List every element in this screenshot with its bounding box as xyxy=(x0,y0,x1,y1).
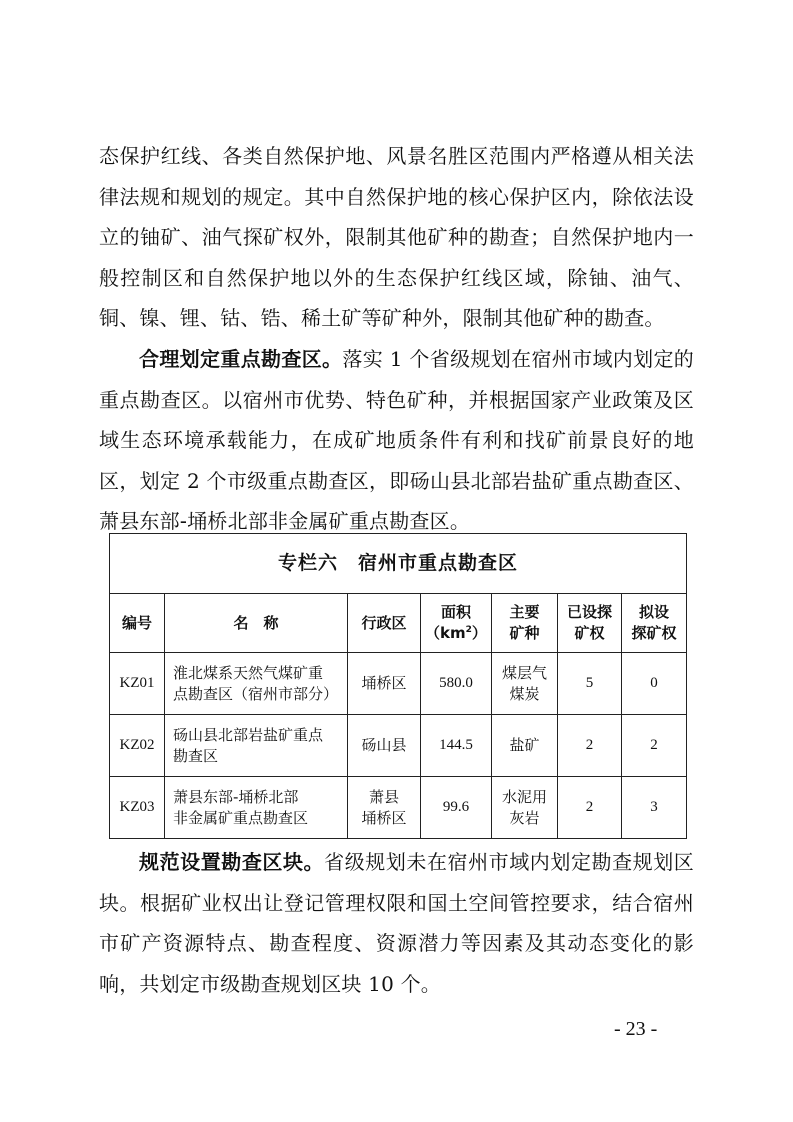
paragraph-text: 省级规划未在宿州市域内划定勘查规划区块。根据矿业权出让登记管理权限和国土空间管控要求，结合宿州市矿产资源特点、勘查程度、资源潜力等因素及其动态变化的影响，共划定市级勘查规划区块 xyxy=(99,850,694,996)
header-area-unit-close: ） xyxy=(471,624,487,642)
cell-id: KZ02 xyxy=(110,715,165,777)
cell-name-line2: 勘查区 xyxy=(173,746,219,765)
cell-name-line1: 淮北煤系天然气煤矿重 xyxy=(173,663,324,682)
cell-name-line1: 萧县东部-埇桥北部 xyxy=(173,787,299,806)
cell-name xyxy=(165,715,348,777)
paragraph-text: 落实 xyxy=(342,347,384,371)
header-mineral-line1: 主要 xyxy=(509,603,540,621)
header-area xyxy=(421,594,492,653)
header-planned-line1: 拟设 xyxy=(639,603,670,621)
paragraph-ecological-restriction xyxy=(99,136,694,339)
cell-mineral-line2: 煤炭 xyxy=(509,684,540,703)
cell-id: KZ01 xyxy=(110,653,165,715)
page-number: - 23 - xyxy=(614,1018,658,1040)
header-area-label: 面积 xyxy=(440,603,471,621)
cell-area: 99.6 xyxy=(421,777,492,839)
cell-planned: 3 xyxy=(622,777,687,839)
table-header-row xyxy=(110,594,687,653)
header-existing-rights xyxy=(558,594,622,653)
cell-existing: 2 xyxy=(558,715,622,777)
number-value: 2 xyxy=(186,468,200,493)
header-existing-line2: 矿权 xyxy=(574,624,605,642)
cell-name-line2: 点勘查区（宿州市部分） xyxy=(173,684,339,703)
cell-district: 砀山县 xyxy=(348,715,421,777)
paragraph-lead-heading: 合理划定重点勘查区。 xyxy=(139,347,343,371)
paragraph-text: 个省级规划在宿州市域内划定的重点勘查区。以宿州市优势、特色矿种，并根据国家产业政策及区域生态环境承载能力，在成矿地质条件有利和找矿前景良好的地区，划定 xyxy=(99,347,695,493)
cell-name xyxy=(165,777,348,839)
paragraph-lead-heading: 规范设置勘查区块。 xyxy=(139,850,325,874)
cell-district-line1: 萧县 xyxy=(368,787,399,806)
cell-mineral-line1: 水泥用 xyxy=(501,787,547,806)
number-value: 1 xyxy=(389,347,403,371)
paragraph-text: 个市级重点勘查区，即砀山县北部岩盐矿重点勘查区、萧县东部-埇桥北部非金属矿重点勘查区。 xyxy=(99,468,694,534)
paragraph-text: 个。 xyxy=(400,971,441,996)
header-id: 编号 xyxy=(110,594,165,653)
cell-planned: 2 xyxy=(622,715,687,777)
table-row xyxy=(110,777,687,839)
cell-name-line1: 砀山县北部岩盐矿重点 xyxy=(173,725,324,744)
header-mineral xyxy=(492,594,558,653)
header-mineral-line2: 矿种 xyxy=(509,624,540,642)
cell-planned: 0 xyxy=(622,653,687,715)
cell-existing: 2 xyxy=(558,777,622,839)
cell-mineral xyxy=(492,777,558,839)
paragraph-text: 态保护红线、各类自然保护地、风景名胜区范围内严格遵从相关法律法规和规划的规定。其中自然保护地的核心保护区内，除依法设立的铀矿、油气探矿权外，限制其他矿种的勘查；自然保护地内一般控制区和自然保护地以外的生态保护红线区域，除铀、油气、铜、镍、锂、钴、锆、稀土矿等矿种外，限制其他矿种的勘查。 xyxy=(99,144,694,331)
paragraph-key-exploration-areas xyxy=(99,339,694,542)
paragraph-exploration-blocks xyxy=(99,842,694,1004)
cell-mineral xyxy=(492,653,558,715)
cell-area: 580.0 xyxy=(421,653,492,715)
cell-id: KZ03 xyxy=(110,777,165,839)
cell-district xyxy=(348,777,421,839)
header-planned-rights xyxy=(622,594,687,653)
header-name: 名 称 xyxy=(165,594,348,653)
header-existing-line1: 已设探 xyxy=(566,603,612,621)
header-district: 行政区 xyxy=(348,594,421,653)
table-row xyxy=(110,715,687,777)
number-value: 10 xyxy=(368,971,395,996)
header-area-unit-sup: 2 xyxy=(465,625,472,635)
cell-district: 埇桥区 xyxy=(348,653,421,715)
cell-mineral-line1: 煤层气 xyxy=(501,663,547,682)
cell-area: 144.5 xyxy=(421,715,492,777)
header-planned-line2: 探矿权 xyxy=(631,624,677,642)
cell-mineral: 盐矿 xyxy=(492,715,558,777)
key-exploration-areas-table xyxy=(109,533,687,839)
cell-mineral-line2: 灰岩 xyxy=(509,808,540,827)
cell-name xyxy=(165,653,348,715)
table-row xyxy=(110,653,687,715)
cell-name-line2: 非金属矿重点勘查区 xyxy=(173,808,309,827)
cell-district-line2: 埇桥区 xyxy=(361,808,407,827)
header-area-unit-open: （km xyxy=(425,624,466,642)
cell-existing: 5 xyxy=(558,653,622,715)
table-title: 专栏六 宿州市重点勘查区 xyxy=(110,534,687,594)
